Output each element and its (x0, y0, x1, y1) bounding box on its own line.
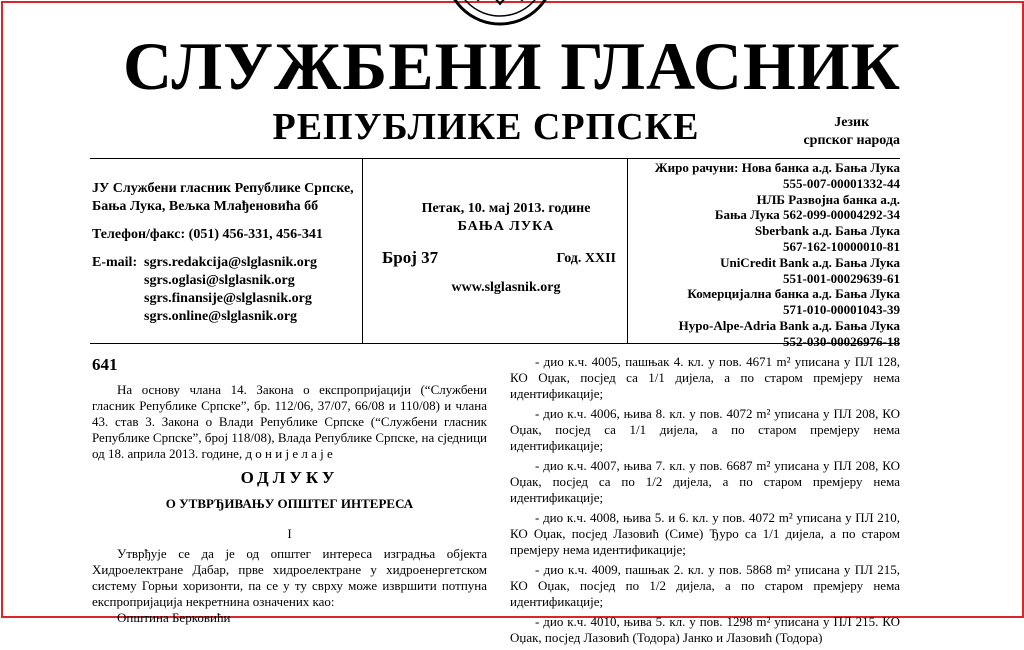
bank-line: НЛБ Развојна банка а.д. (756, 191, 900, 207)
email-address[interactable]: sgrs.oglasi@slglasnik.org (144, 273, 295, 288)
bank-line: 555-007-00001332-44 (783, 175, 900, 191)
section-number: I (287, 526, 292, 541)
masthead-subtitle: РЕПУБЛИКЕ СРПСКЕ (272, 106, 700, 148)
masthead-title: СЛУЖБЕНИ ГЛАСНИК (123, 28, 901, 104)
issue-number-row (372, 248, 622, 268)
issue-info (372, 200, 622, 296)
issue-year: Год. XXII (556, 251, 616, 266)
header-divider-right (627, 159, 628, 343)
bank-line: 552-030-00026976-18 (783, 333, 900, 349)
bank-line: UniCredit Bank а.д. Бања Лука (720, 254, 900, 270)
language-note-line: српског народа (803, 133, 900, 148)
bank-line: 551-001-00029639-61 (783, 270, 900, 286)
email-address[interactable]: sgrs.redakcija@slglasnik.org (144, 255, 317, 270)
issue-website[interactable]: www.slglasnik.org (451, 280, 561, 295)
issue-date: Петак, 10. мај 2013. године (421, 201, 591, 216)
municipality: Општина Берковићи (117, 610, 231, 625)
issue-number: Број 37 (382, 248, 439, 267)
publisher-emails (92, 254, 362, 326)
parcel-item: - дио к.ч. 4005, пашњак 4. кл. у пов. 4671 m² уписана у ПЛ 128, КО Оџак, посјед са 1/1 дијела, а по старом премјеру нема идентификације; (510, 354, 900, 401)
bank-line: 571-010-00001043-39 (783, 302, 900, 318)
bank-line: 567-162-10000010-81 (783, 238, 900, 254)
header-rule-top (90, 158, 900, 159)
parcel-item: - дио к.ч. 4009, пашњак 2. кл. у пов. 5868 m² уписана у ПЛ 215, КО Оџак, посјед по 1/2 дијела, а по старом премјеру нема идентификације; (510, 562, 900, 609)
bank-accounts (640, 160, 900, 350)
bank-line: Комерцијална банка а.д. Бања Лука (687, 286, 900, 302)
right-column (510, 354, 900, 650)
document-number: 641 (92, 355, 118, 374)
email-address[interactable]: sgrs.finansije@slglasnik.org (144, 291, 312, 306)
publisher-name: ЈУ Службени гласник Републике Српске, (92, 181, 354, 196)
parcel-item: - дио к.ч. 4006, њива 8. кл. у пов. 4072 m² уписана у ПЛ 208, КО Оџак, посјед са 1/1 дијела, а по старом премјеру нема идентификације; (510, 406, 900, 453)
decision-subtitle: О УТВРЂИВАЊУ ОПШТЕГ ИНТЕРЕСА (165, 496, 414, 511)
parcel-item: - дио к.ч. 4010, њива 5. кл. у пов. 1298 m² уписана у ПЛ 215. КО Оџак, посјед Лазовић (Тодора) Јанко и Лазовић (Тодора) (510, 614, 900, 645)
bank-line: Жиро рачуни: Нова банка а.д. Бања Лука (654, 160, 900, 175)
decision-title: ОДЛУКУ (240, 468, 339, 487)
parcel-item: - дио к.ч. 4007, њива 7. кл. у пов. 6687 m² уписана у ПЛ 208, КО Оџак, посјед са по 1/2 дијела, а по старом премјеру нема идентификације; (510, 458, 900, 505)
email-address[interactable]: sgrs.online@slglasnik.org (144, 309, 298, 324)
publisher-phone: Телефон/факс: (051) 456-331, 456-341 (92, 227, 323, 242)
bank-line: Бања Лука 562-099-00004292-34 (714, 207, 900, 223)
publisher-info (92, 180, 362, 326)
email-label: E-mail: (92, 255, 138, 270)
parcel-item: - дио к.ч. 4008, њива 5. и 6. кл. у пов. 4072 m² уписана у ПЛ 210, КО Оџак, посјед Лазовић (Симе) Ђуро са 1/1 дијела, а по старом премјеру нема идентификације; (510, 510, 900, 557)
issue-city: БАЊА ЛУКА (457, 219, 555, 234)
decision-body: Утврђује се да је од општег интереса изградња објекта Хидроелектране Дабар, прве хидроелектране у хидроенергетском систему Горњи хоризонти, па се у ту сврху може извршити потпуна експропријација некретнина означених као: (92, 546, 487, 609)
left-column (92, 354, 487, 626)
bank-line: Hypo-Alpe-Adria Bank а.д. Бања Лука (678, 317, 900, 333)
language-note-line: Језик (834, 115, 870, 130)
language-note (803, 114, 900, 150)
publisher-address: Бања Лука, Вељка Млађеновића бб (92, 199, 319, 214)
preamble: На основу члана 14. Закона о експропријацији (“Службени гласник Републике Српске”, бр. 112/06, 37/07, 66/08 и 110/08) и члана 43. став 3. Закона о Влади Републике Српске (“Службени гласник Републике Српске”, број 118/08), Влада Републике Српске, на сједници од 18. априла 2013. године, д о н и ј е л а ј е (92, 382, 487, 461)
bank-line: Sberbank а.д. Бања Лука (754, 223, 900, 239)
header-divider-left (362, 159, 363, 343)
